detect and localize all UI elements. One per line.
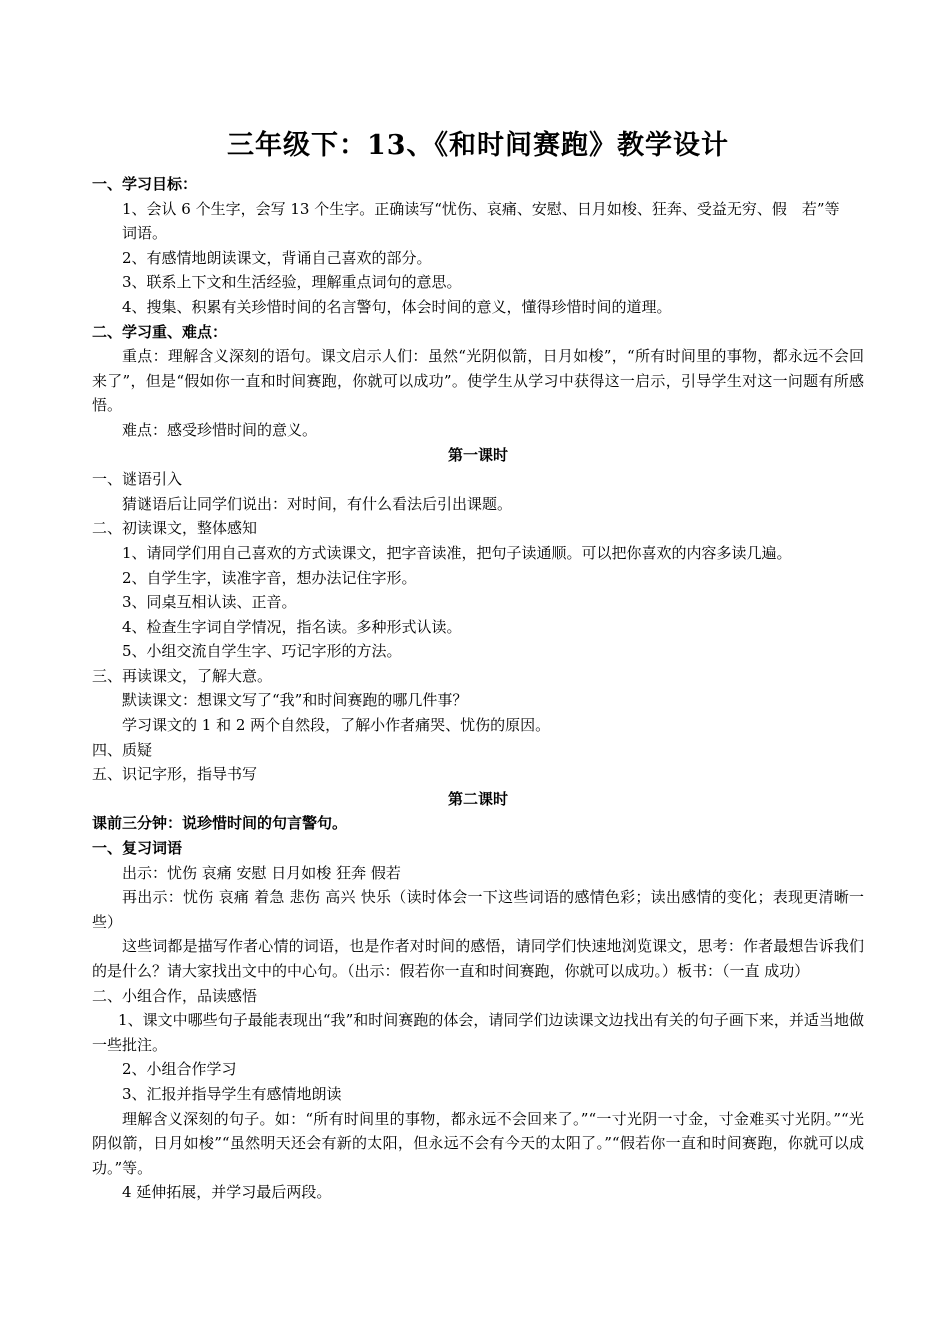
document-page bbox=[92, 128, 864, 1205]
lesson-2-step-2: 二、小组合作，品读感悟 bbox=[92, 986, 258, 1005]
lesson-2-step-2-item-4: 理解含义深刻的句子。如：“所有时间里的事物，都永远不会回来了。”“一寸光阴一寸金，寸金难买寸光阴。”“光阴似箭，日月如梭”“虽然明天还会有新的太阳，但永远不会有今天的太阳了。”“假若你一直和时间赛跑，你就可以成功。”等。 bbox=[92, 1109, 864, 1177]
goal-item-4: 4、搜集、积累有关珍惜时间的名言警句，体会时间的意义，懂得珍惜时间的道理。 bbox=[122, 297, 672, 316]
lesson-1-step-3-item-1: 默读课文：想课文写了“我”和时间赛跑的哪几件事？ bbox=[122, 691, 468, 710]
goal-item-3: 3、联系上下文和生活经验，理解重点词句的意思。 bbox=[122, 273, 462, 292]
key-point-text: 重点：理解含义深刻的语句。课文启示人们：虽然“光阴似箭，日月如梭”，“所有时间里的事物，都永远不会回来了”，但是“假如你一直和时间赛跑，你就可以成功”。使学生从学习中获得这一启示，引导学生对这一问题有所感悟。 bbox=[92, 347, 864, 415]
lesson-2-step-1-item-3: 这些词都是描写作者心情的词语，也是作者对时间的感悟，请同学们快速地浏览课文，思考：作者最想告诉我们的是什么？请大家找出文中的中心句。（出示：假若你一直和时间赛跑，你就可以成功。）板书：（一直 成功） bbox=[92, 937, 864, 980]
lesson-2-step-2-item-5: 4 延伸拓展，并学习最后两段。 bbox=[122, 1183, 332, 1202]
lesson-2-step-1-item-1: 出示：忧伤 哀痛 安慰 日月如梭 狂奔 假若 bbox=[122, 863, 401, 882]
lesson-2-step-1-item-2: 再出示：忧伤 哀痛 着急 悲伤 高兴 快乐（读时体会一下这些词语的感情色彩；读出感情的变化；表现更清晰一些） bbox=[92, 888, 864, 931]
lesson-1-step-4: 四、质疑 bbox=[92, 740, 153, 759]
lesson-2-step-2-item-2: 2、小组合作学习 bbox=[122, 1060, 237, 1079]
lesson-1-step-1-text: 猜谜语后让同学们说出：对时间，有什么看法后引出课题。 bbox=[122, 494, 513, 513]
lesson-1-step-2-item-3: 3、同桌互相认读、正音。 bbox=[122, 593, 297, 612]
section-heading-key-points: 二、学习重、难点： bbox=[92, 322, 228, 341]
lesson-2-step-1: 一、复习词语 bbox=[92, 839, 183, 858]
lesson-1-step-2-item-2: 2、自学生字，读准字音，想办法记住字形。 bbox=[122, 568, 417, 587]
lesson-2-warmup: 课前三分钟：说珍惜时间的句言警句。 bbox=[92, 814, 348, 833]
lesson-1-step-2: 二、初读课文，整体感知 bbox=[92, 519, 258, 538]
goal-item-1-cont: 词语。 bbox=[122, 224, 168, 243]
lesson-1-step-3: 三、再读课文，了解大意。 bbox=[92, 666, 273, 685]
section-heading-goals: 一、学习目标： bbox=[92, 175, 198, 193]
lesson-1-heading: 第一课时 bbox=[447, 445, 508, 464]
document-title: 三年级下：13、《和时间赛跑》教学设计 bbox=[226, 130, 730, 161]
lesson-1-step-1: 一、谜语引入 bbox=[92, 470, 183, 489]
goal-item-1: 1、会认 6 个生字，会写 13 个生字。正确读写“忧伤、哀痛、安慰、日月如梭、狂奔、受益无穷、假 若”等 bbox=[122, 199, 840, 218]
lesson-1-step-3-item-2: 学习课文的 1 和 2 两个自然段，了解小作者痛哭、忧伤的原因。 bbox=[122, 716, 551, 735]
lesson-2-step-2-item-1: 1、课文中哪些句子最能表现出“我”和时间赛跑的体会，请同学们边读课文边找出有关的句子画下来，并适当地做一些批注。 bbox=[92, 1011, 864, 1054]
difficulty-text: 难点：感受珍惜时间的意义。 bbox=[122, 420, 318, 439]
lesson-1-step-2-item-5: 5、小组交流自学生字、巧记字形的方法。 bbox=[122, 642, 402, 661]
lesson-2-heading: 第二课时 bbox=[447, 789, 508, 808]
lesson-1-step-5: 五、识记字形，指导书写 bbox=[92, 765, 258, 784]
lesson-2-step-2-item-3: 3、汇报并指导学生有感情地朗读 bbox=[122, 1084, 342, 1103]
lesson-1-step-2-item-4: 4、检查生字词自学情况，指名读。多种形式认读。 bbox=[122, 617, 462, 636]
lesson-1-step-2-item-1: 1、请同学们用自己喜欢的方式读课文，把字音读准，把句子读通顺。可以把你喜欢的内容多读几遍。 bbox=[122, 543, 792, 562]
goal-item-2: 2、有感情地朗读课文，背诵自己喜欢的部分。 bbox=[122, 248, 432, 267]
